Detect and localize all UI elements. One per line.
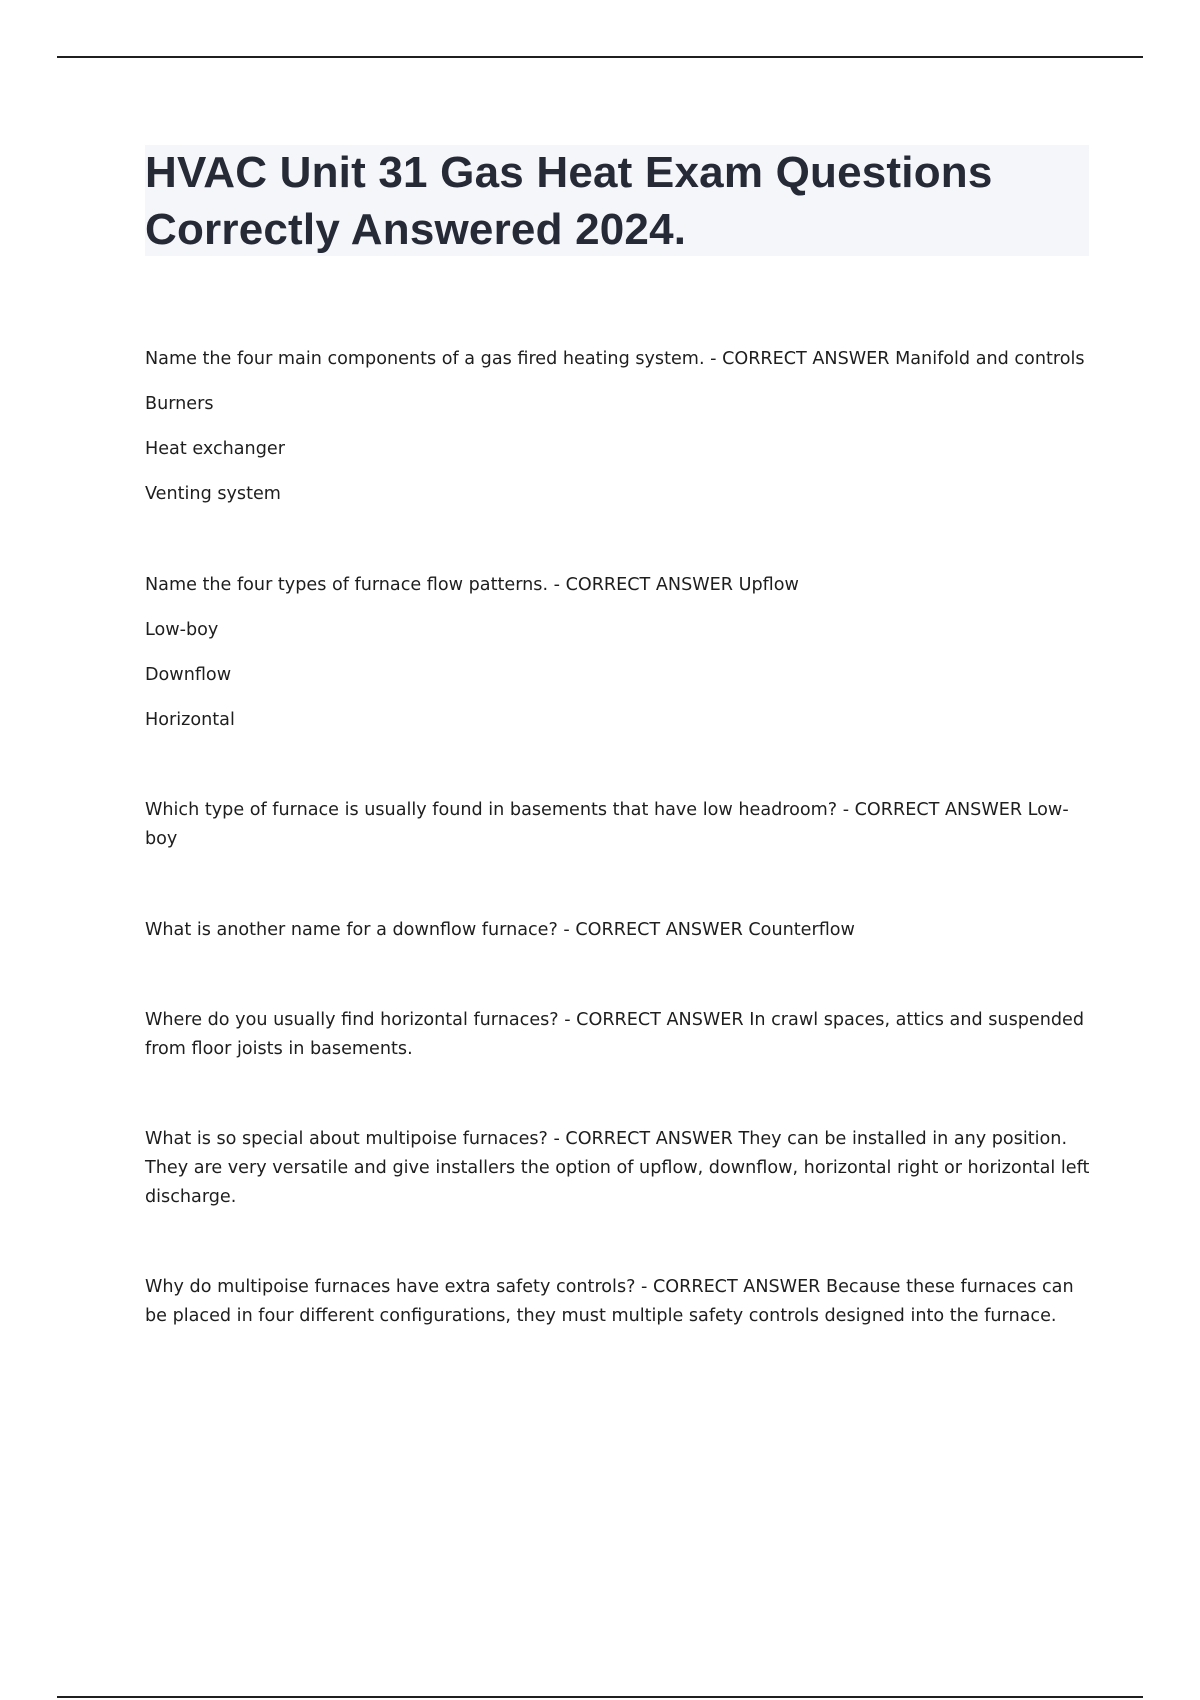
question-answer: Name the four types of furnace flow patterns. - CORRECT ANSWER Upflow [145, 575, 799, 595]
question-item [145, 1273, 1090, 1331]
question-item [145, 1006, 1090, 1064]
question-item [145, 1125, 1090, 1212]
question-list [145, 345, 1090, 1331]
question-item [145, 345, 1090, 509]
spacer [145, 735, 1090, 796]
spacer [145, 509, 1090, 571]
top-rule [57, 56, 1143, 58]
question-answer: Where do you usually find horizontal furnaces? - CORRECT ANSWER In crawl spaces, attics and suspended from floor joists in basements. [145, 1010, 1085, 1059]
answer-line: Downflow [145, 665, 232, 685]
question-answer: Why do multipoise furnaces have extra safety controls? - CORRECT ANSWER Because these furnaces can be placed in four different configurations, they must multiple safety controls designed into the furnace. [145, 1277, 1074, 1326]
bottom-rule [57, 1696, 1143, 1698]
answer-line: Horizontal [145, 710, 235, 730]
question-answer: What is so special about multipoise furnaces? - CORRECT ANSWER They can be installed in any position. They are very versatile and give installers the option of upflow, downflow, horizontal right or horizontal left discharge. [145, 1129, 1090, 1207]
answer-line: Low-boy [145, 620, 219, 640]
answer-line: Burners [145, 394, 214, 414]
question-item [145, 796, 1090, 854]
spacer [145, 854, 1090, 916]
spacer [145, 945, 1090, 1006]
spacer [145, 1212, 1090, 1273]
page-title: HVAC Unit 31 Gas Heat Exam Questions Correctly Answered 2024. [145, 148, 993, 254]
spacer [145, 1064, 1090, 1125]
answer-line: Heat exchanger [145, 439, 285, 459]
answer-line: Venting system [145, 484, 281, 504]
question-answer: Which type of furnace is usually found in basements that have low headroom? - CORRECT ANSWER Low-boy [145, 800, 1069, 849]
question-answer: What is another name for a downflow furnace? - CORRECT ANSWER Counterflow [145, 920, 855, 940]
question-item [145, 571, 1090, 735]
question-answer: Name the four main components of a gas fired heating system. - CORRECT ANSWER Manifold and controls [145, 349, 1085, 369]
question-item [145, 916, 1090, 945]
